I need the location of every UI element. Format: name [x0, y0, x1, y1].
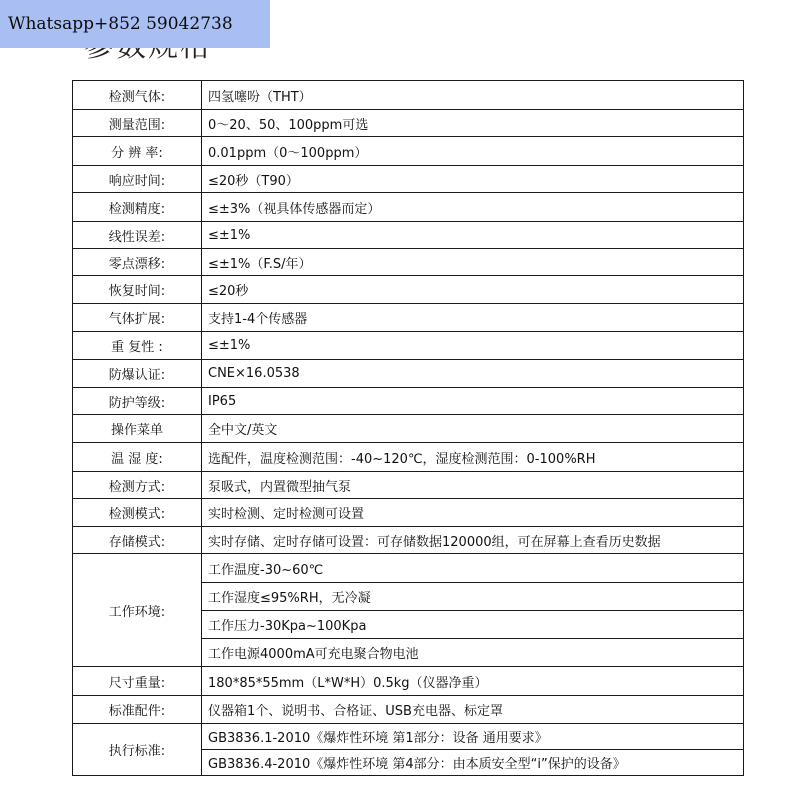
spec-value: 全中文/英文	[202, 415, 744, 443]
spec-label: 温 湿 度:	[73, 443, 202, 472]
table-row	[73, 527, 744, 554]
spec-value: IP65	[202, 388, 744, 415]
spec-value: ≤±3%（视具体传感器而定）	[202, 193, 744, 222]
spec-label: 检测精度:	[73, 193, 202, 222]
table-row	[73, 193, 744, 222]
spec-label: 检测气体:	[73, 81, 202, 110]
table-row	[73, 554, 744, 583]
spec-value: 实时检测、定时检测可设置	[202, 499, 744, 527]
table-row	[73, 696, 744, 724]
table-row	[73, 360, 744, 388]
whatsapp-contact-badge: Whatsapp+852 59042738	[0, 0, 270, 48]
table-row	[73, 166, 744, 193]
table-row	[73, 81, 744, 110]
table-row	[73, 249, 744, 276]
spec-value: ≤20秒	[202, 276, 744, 304]
table-row	[73, 276, 744, 304]
table-row	[73, 499, 744, 527]
spec-label: 线性误差:	[73, 222, 202, 249]
spec-label: 重 复性 :	[73, 332, 202, 360]
spec-label: 恢复时间:	[73, 276, 202, 304]
spec-label: 尺寸重量:	[73, 667, 202, 696]
spec-label: 工作环境:	[73, 554, 202, 667]
spec-value: 工作电源4000mA可充电聚合物电池	[202, 639, 744, 667]
spec-value: 支持1-4个传感器	[202, 304, 744, 332]
spec-label: 响应时间:	[73, 166, 202, 193]
spec-value: 实时存储、定时存储可设置：可存储数据120000组，可在屏幕上查看历史数据	[202, 527, 744, 554]
table-row	[73, 137, 744, 166]
table-row	[73, 388, 744, 415]
spec-value: GB3836.4-2010《爆炸性环境 第4部分：由本质安全型“i”保护的设备》	[202, 750, 744, 776]
table-row	[73, 304, 744, 332]
spec-label: 分 辨 率:	[73, 137, 202, 166]
spec-label: 标准配件:	[73, 696, 202, 724]
table-row	[73, 667, 744, 696]
spec-table	[72, 80, 744, 776]
spec-value: 仪器箱1个、说明书、合格证、USB充电器、标定罩	[202, 696, 744, 724]
spec-label: 存储模式:	[73, 527, 202, 554]
spec-value: GB3836.1-2010《爆炸性环境 第1部分：设备 通用要求》	[202, 724, 744, 750]
spec-label: 防护等级:	[73, 388, 202, 415]
spec-value: 0.01ppm（0～100ppm）	[202, 137, 744, 166]
spec-label: 防爆认证:	[73, 360, 202, 388]
spec-value: ≤±1%	[202, 332, 744, 360]
spec-value: ≤20秒（T90）	[202, 166, 744, 193]
spec-label: 检测方式:	[73, 472, 202, 499]
spec-value: ≤±1%（F.S/年）	[202, 249, 744, 276]
spec-value: 0～20、50、100ppm可选	[202, 110, 744, 137]
spec-value: ≤±1%	[202, 222, 744, 249]
spec-label: 零点漂移:	[73, 249, 202, 276]
spec-label: 气体扩展:	[73, 304, 202, 332]
spec-label: 操作菜单	[73, 415, 202, 443]
spec-value: 180*85*55mm（L*W*H）0.5kg（仪器净重）	[202, 667, 744, 696]
table-row	[73, 724, 744, 750]
spec-value: 工作湿度≤95%RH，无冷凝	[202, 583, 744, 611]
spec-value: 泵吸式，内置微型抽气泵	[202, 472, 744, 499]
spec-value: 工作压力-30Kpa~100Kpa	[202, 611, 744, 639]
spec-value: 工作温度-30~60℃	[202, 554, 744, 583]
table-row	[73, 332, 744, 360]
table-row	[73, 472, 744, 499]
spec-value: 选配件，温度检测范围：-40~120℃，湿度检测范围：0-100%RH	[202, 443, 744, 472]
spec-label: 执行标准:	[73, 724, 202, 776]
spec-label: 检测模式:	[73, 499, 202, 527]
table-row	[73, 443, 744, 472]
spec-value: CNE×16.0538	[202, 360, 744, 388]
spec-label: 测量范围:	[73, 110, 202, 137]
table-row	[73, 415, 744, 443]
table-row	[73, 222, 744, 249]
table-row	[73, 110, 744, 137]
spec-value: 四氢噻吩（THT）	[202, 81, 744, 110]
